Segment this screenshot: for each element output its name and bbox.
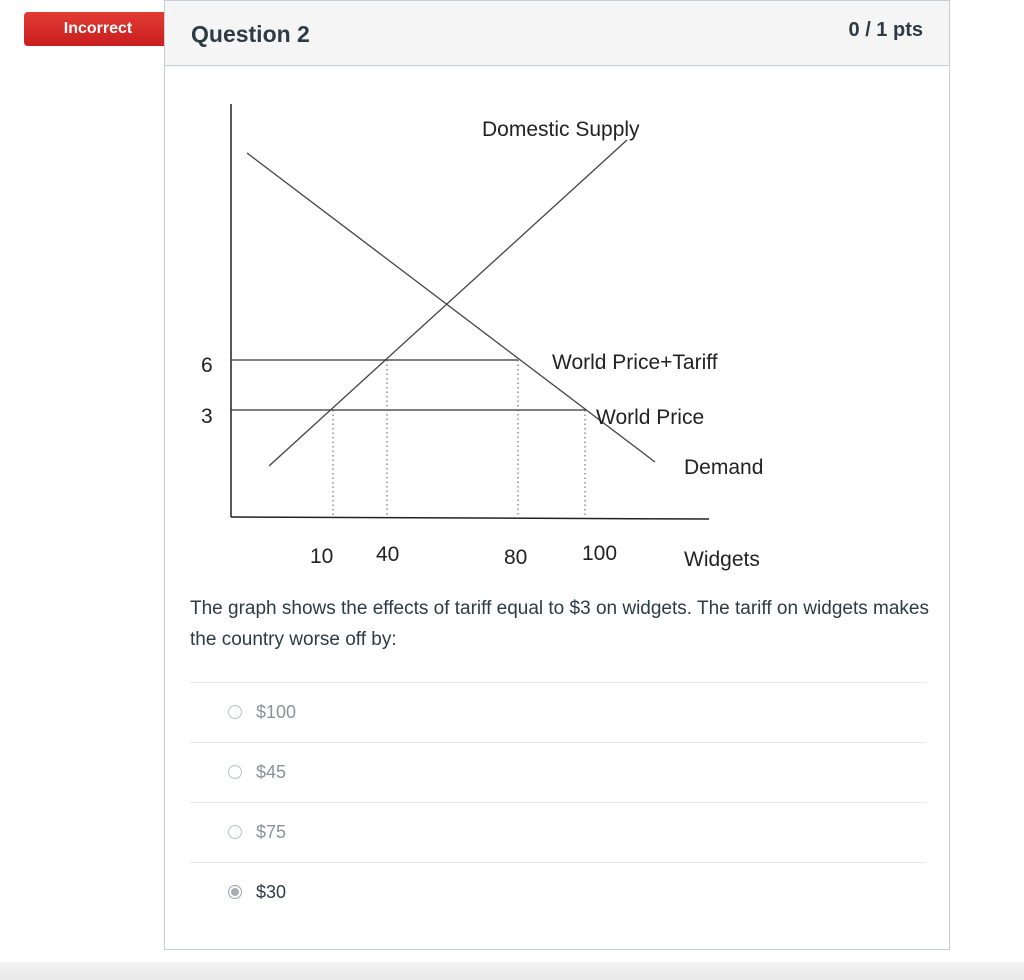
demand-label: Demand [684,456,764,479]
y-tick-6: 6 [201,354,213,377]
radio-button-selected[interactable] [228,885,242,899]
world-price-tariff-label: World Price+Tariff [552,351,718,374]
x-tick-40: 40 [376,543,400,566]
question-text: The graph shows the effects of tariff equal to $3 on widgets. The tariff on widgets makes the country worse off by: [190,598,929,650]
answer-label: $45 [256,762,287,782]
x-tick-10: 10 [310,545,334,568]
answer-label: $30 [256,882,287,902]
answer-label: $100 [256,702,297,722]
x-axis [231,517,709,519]
x-tick-80: 80 [504,546,528,569]
y-tick-3: 3 [201,405,213,428]
answer-option-selected[interactable] [190,862,926,922]
banner-label: Incorrect [63,20,133,37]
answer-list [190,682,926,922]
supply-curve [269,140,627,466]
radio-button[interactable] [228,705,242,719]
answer-label: $75 [256,822,287,842]
answer-option[interactable] [190,682,926,742]
question-title: Question 2 [191,21,310,47]
radio-button[interactable] [228,825,242,839]
radio-button[interactable] [228,765,242,779]
answer-option[interactable] [190,802,926,862]
world-price-label: World Price [596,406,705,429]
bottom-strip [0,962,1024,980]
x-tick-100: 100 [582,542,618,565]
demand-curve [247,153,655,462]
supply-label: Domestic Supply [482,118,640,141]
x-axis-label: Widgets [684,548,760,571]
answer-option[interactable] [190,742,926,802]
question-points: 0 / 1 pts [848,19,923,41]
